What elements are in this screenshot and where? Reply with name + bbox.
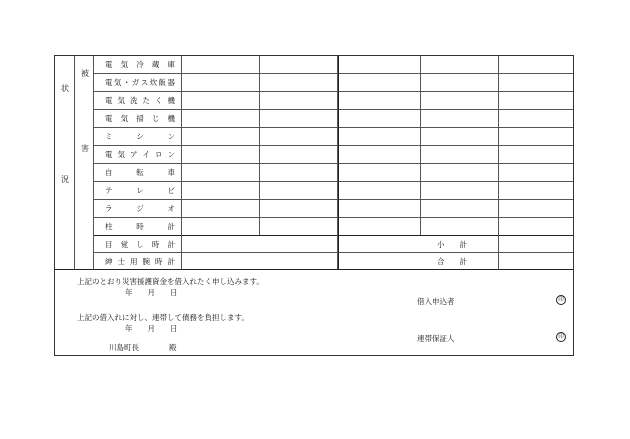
loan-application-form — [54, 55, 574, 356]
table-rule — [93, 127, 573, 128]
damage-table — [55, 56, 573, 269]
item-label — [101, 182, 179, 199]
subtotal-label: 小 計 — [437, 240, 467, 249]
item-label-char: 電 — [105, 78, 113, 87]
table-rule — [498, 56, 499, 269]
item-label-char: 機 — [167, 96, 175, 105]
item-label-char: 気 — [120, 114, 129, 123]
item-label-char: 目 — [105, 240, 113, 249]
item-label-char: 電 — [105, 114, 113, 123]
table-rule — [55, 269, 573, 270]
item-label-char: 紳 — [105, 257, 113, 266]
item-label-char: 計 — [167, 240, 175, 249]
item-label-char: 蔵 — [151, 60, 160, 69]
item-label-char: 転 — [136, 168, 144, 177]
item-label-char: ビ — [167, 186, 175, 195]
item-label — [101, 56, 179, 73]
item-label-char: シ — [136, 132, 144, 141]
guarantee-statement: 上記の借入れに対し、連帯して債務を負担します。 — [77, 313, 249, 322]
item-label-char: ン — [167, 132, 175, 141]
status-label-bottom: 況 — [61, 175, 69, 184]
item-label — [101, 200, 179, 217]
item-label — [101, 74, 179, 91]
item-label-char: 気 — [120, 60, 129, 69]
item-label-char: ジ — [136, 204, 144, 213]
guarantee-date: 年 月 日 — [125, 324, 178, 333]
item-label-char: 時 — [136, 222, 144, 231]
item-label-char: 柱 — [105, 222, 113, 231]
item-label-char: 電 — [105, 96, 113, 105]
item-label-char: 士 — [117, 257, 125, 266]
item-label-char: 車 — [167, 168, 175, 177]
item-label-char: 時 — [155, 257, 163, 266]
item-label-char: 気 — [113, 78, 122, 87]
item-label-char: ・ — [122, 78, 131, 87]
item-label-char: 器 — [167, 78, 175, 87]
item-label-char: 時 — [151, 240, 160, 249]
item-label-char: ラ — [105, 204, 113, 213]
item-label-char: ロ — [155, 150, 163, 159]
item-label — [101, 110, 179, 127]
item-label-char: ン — [167, 150, 175, 159]
item-label-char: 電 — [105, 60, 113, 69]
item-label — [101, 164, 179, 181]
item-label-char: ガ — [131, 78, 140, 87]
table-rule — [93, 56, 94, 269]
item-label-char: 電 — [105, 150, 113, 159]
application-date: 年 月 日 — [125, 288, 178, 297]
item-label-char: 覚 — [120, 240, 129, 249]
item-label — [101, 92, 179, 109]
table-rule — [93, 91, 573, 92]
applicant-label: 借入申込者 — [417, 297, 455, 306]
table-rule — [93, 217, 573, 218]
item-label-char: テ — [105, 186, 113, 195]
item-label — [101, 218, 179, 235]
guarantor-seal-icon: 印 — [556, 332, 566, 342]
table-rule — [74, 56, 75, 269]
item-label — [101, 236, 179, 253]
item-label-char: じ — [151, 114, 160, 123]
item-label-char: 気 — [117, 96, 125, 105]
item-label-char: 腕 — [142, 257, 150, 266]
application-statement: 上記のとおり災害援護資金を借入れたく申し込みます。 — [77, 277, 264, 286]
item-label — [101, 253, 179, 270]
item-label-char: 掃 — [136, 114, 144, 123]
item-label-char: 計 — [167, 257, 175, 266]
item-label-char: く — [155, 96, 163, 105]
item-label-char: 気 — [117, 150, 125, 159]
damage-label-bottom: 害 — [81, 144, 89, 153]
table-rule — [93, 252, 573, 253]
table-rule — [338, 56, 339, 269]
table-rule — [93, 109, 573, 110]
guarantor-label: 連帯保証人 — [417, 334, 455, 343]
table-rule — [93, 199, 573, 200]
item-label-char: し — [136, 240, 144, 249]
table-rule — [420, 56, 421, 235]
total-label: 合 計 — [437, 257, 467, 266]
item-label-char: ア — [130, 150, 138, 159]
item-label-char: 炊 — [149, 78, 158, 87]
table-rule — [93, 235, 573, 236]
damage-label-top: 被 — [81, 69, 89, 78]
table-rule — [181, 56, 182, 269]
item-label-char: レ — [136, 186, 144, 195]
item-label-char: 庫 — [167, 60, 175, 69]
item-label-char: 自 — [105, 168, 113, 177]
item-label — [101, 146, 179, 163]
table-rule — [93, 181, 573, 182]
item-label-char: イ — [142, 150, 150, 159]
applicant-seal-icon: 印 — [556, 295, 566, 305]
table-rule — [93, 73, 573, 74]
item-label-char: た — [142, 96, 150, 105]
table-rule — [93, 145, 573, 146]
item-label-char: 計 — [167, 222, 175, 231]
table-rule — [93, 163, 573, 164]
item-label-char: 冷 — [136, 60, 144, 69]
item-label-char: ミ — [105, 132, 113, 141]
item-label-char: ス — [140, 78, 149, 87]
table-rule — [259, 56, 260, 235]
item-label — [101, 128, 179, 145]
item-label-char: 機 — [167, 114, 175, 123]
addressee: 川島町長 殿 — [109, 343, 177, 352]
item-label-char: 用 — [130, 257, 138, 266]
item-label-char: 飯 — [158, 78, 167, 87]
item-label-char: オ — [167, 204, 175, 213]
status-label-top: 状 — [61, 84, 69, 93]
item-label-char: 洗 — [130, 96, 138, 105]
